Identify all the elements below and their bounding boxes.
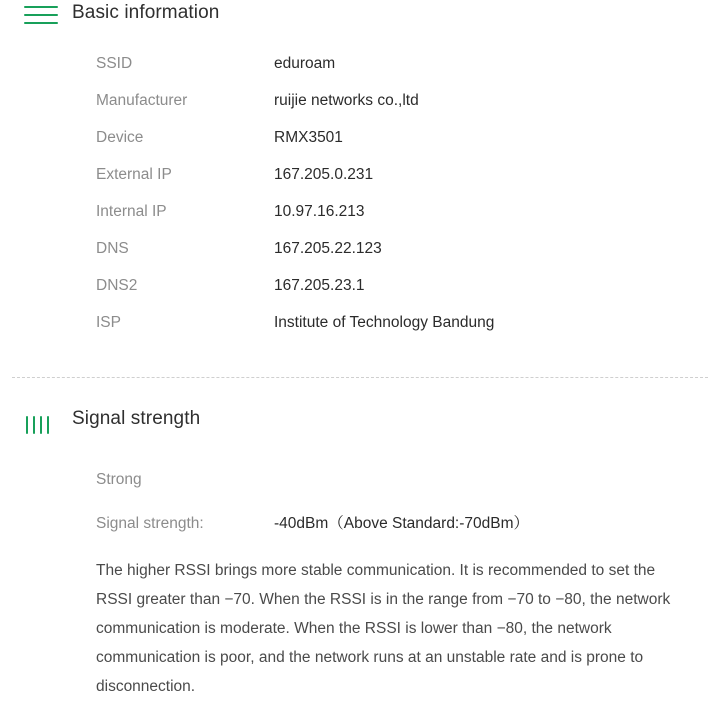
info-row (0, 239, 720, 276)
basic-information-list (0, 54, 720, 350)
signal-strength-title: Signal strength (72, 408, 201, 429)
info-row (0, 313, 720, 350)
info-row (0, 91, 720, 128)
info-value: 167.205.0.231 (274, 166, 374, 183)
info-label: External IP (96, 166, 172, 183)
info-label: Device (96, 129, 144, 146)
info-value: ruijie networks co.,ltd (274, 92, 419, 109)
signal-strength-header (0, 406, 720, 436)
signal-strength-body (0, 470, 720, 701)
signal-metric-label: Signal strength: (96, 515, 204, 532)
basic-information-header (0, 0, 720, 28)
info-label: DNS (96, 240, 129, 257)
info-label: SSID (96, 55, 133, 72)
signal-bars-icon (24, 406, 72, 436)
info-value: 167.205.22.123 (274, 240, 382, 257)
info-row (0, 54, 720, 91)
signal-metric-value: -40dBm（Above Standard:-70dBm） (274, 515, 530, 532)
info-label: Internal IP (96, 203, 167, 220)
signal-strength-section (0, 406, 720, 701)
info-row (0, 165, 720, 202)
info-row (0, 276, 720, 313)
info-row (0, 128, 720, 165)
basic-information-title: Basic information (72, 2, 220, 23)
info-label: DNS2 (96, 277, 138, 294)
info-row (0, 202, 720, 239)
signal-metric-row (96, 514, 690, 534)
info-value: Institute of Technology Bandung (274, 314, 495, 331)
menu-icon (24, 0, 72, 28)
info-value: eduroam (274, 55, 336, 72)
signal-status-text: Strong (96, 471, 142, 488)
info-value: RMX3501 (274, 129, 343, 146)
info-label: Manufacturer (96, 92, 188, 109)
info-value: 167.205.23.1 (274, 277, 365, 294)
info-value: 10.97.16.213 (274, 203, 365, 220)
signal-description: The higher RSSI brings more stable communication. It is recommended to set the RSSI greater than −70. When the RSSI is in the range from −70 to −80, the network communication is moderate. When the RSSI is lower than −80, the network communication is poor, and the network runs at an unstable rate and is prone to disconnection. (96, 562, 671, 695)
section-divider (12, 377, 708, 378)
info-label: ISP (96, 314, 121, 331)
